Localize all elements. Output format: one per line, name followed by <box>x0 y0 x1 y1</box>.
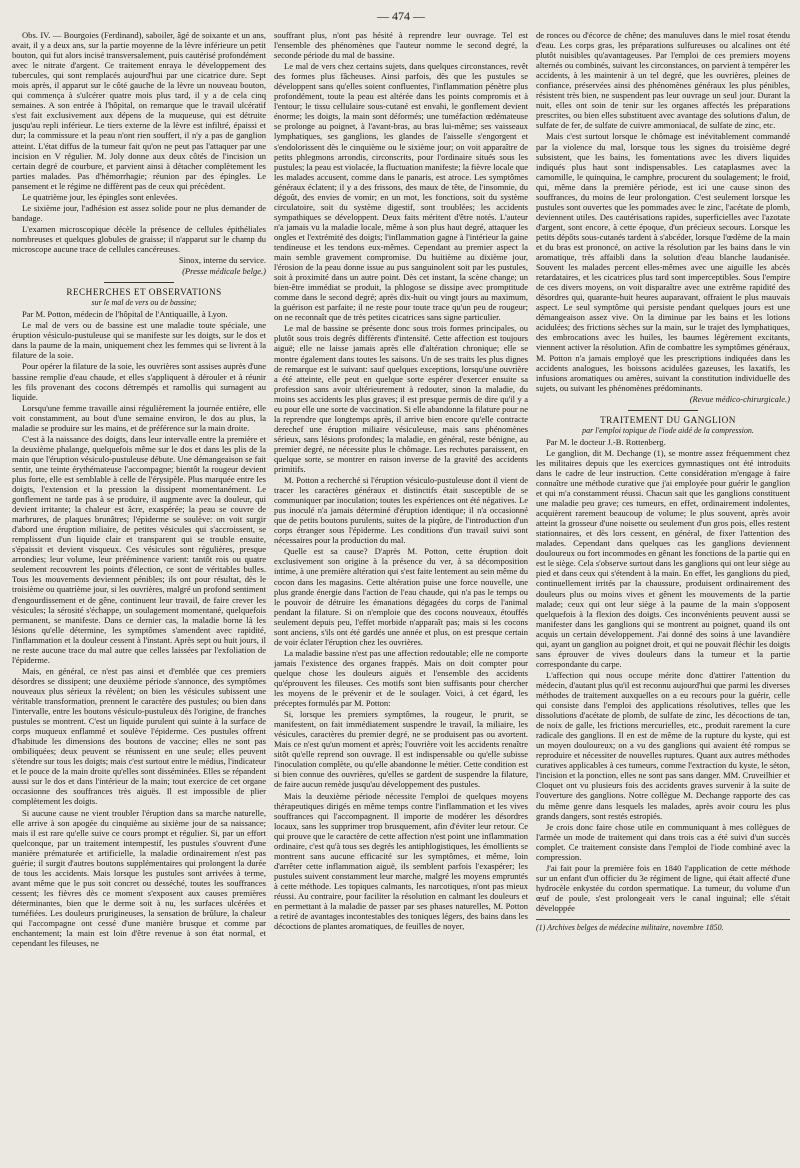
paragraph: Mais la deuxième période nécessite l'emploi de quelques moyens thérapeutiques dirigés en même temps contre l'inflammation et les vives souffrances qui l'accompagnent. Il importe de modérer les désordres locaux, sans les supprimer trop brusquement, afin d'éviter leur retour. Ce qui prouve que le caractère de cette affection n'est point une inflammation ordinaire, c'est qu'à tous ses degrés les antiphlogistiques, les émollients se montrent sans aucune efficacité sur les symptômes, et même, loin d'arrêter cette inflammation aiguë, ils semblent parfois l'exaspérer; les pustules suivent constamment leur marche, malgré les moyens empruntés à cette méthode. Les topiques calmants, les narcotiques, n'ont pas mieux réussi. Au contraire, pour faciliter la résolution en calmant les douleurs et en permettant à la maladie de passer par ses phases naturelles, M. Potton a retiré de avantages incontestables des toniques légers, des bains dans les décoctions de plantes aromatiques, de feuilles de noyer, <box>274 790 528 932</box>
paragraph: La maladie bassine n'est pas une affection redoutable; elle ne comporte jamais l'existence des organes frappés. Mais on doit compter pour quelque chose les douleurs aiguës et l'ensemble des accidents qu'éprouvent les fileuses. Ces motifs sont bien suffisants pour chercher les moyens de le prévenir et de le soulager. Voici, à cet égard, les préceptes formulés par M. Potton: <box>274 647 528 709</box>
paragraph: Lorsqu'une femme travaille ainsi régulièrement la journée entière, elle voit constamment, au bout d'une semaine environ, le dos au plus, la maladie se produire sur les mains, et de préférence sur la main droite. <box>12 402 266 433</box>
paragraph: J'ai fait pour la première fois en 1840 l'application de cette méthode sur un enfant d'un officier du 3e régiment de ligne, qui était affecté d'une hydrocèle enkystée du cordon spermatique. La tumeur, du volume d'un œuf de poule, s'est prolongeait vers le canal inguinal; elle s'était développée <box>536 862 790 913</box>
paragraph: Le sixième jour, l'adhésion est assez solide pour ne plus demander de bandage. <box>12 202 266 223</box>
paragraph: L'affection qui nous occupe mérite donc d'attirer l'attention du médecin, d'autant plus qu'il est reconnu aujourd'hui que parmi les diverses méthodes de traitement auxquelles on a eu recours pour la guérir, celle qui consiste dans l'emploi des applications résolutives, telles que les dissolutions d'acétate de plomb, de sulfate de zinc, les décoctions de tan, de noix de galle, les frictions mercurielles, etc., produit rarement la cure radicale des ganglions. Il en est de même de la rupture du kyste, qui est un moyen douloureux; on a vu des ganglions qui avaient été rompus se reproduire et nécessiter de nouvelles ruptures. Quant aux autres méthodes curatives applicables à ces tumeurs, comme l'extraction du kyste, le séton, l'incision et la ponction, elles ne sont pas sans danger. MM. Cruveilhier et Cloquet ont vu plusieurs fois des accidents graves survenir à la suite de l'ouverture des ganglions. Notre collègue M. Dechange rapporte des cas du même genre dans lesquels les malades, après avoir couru les plus grands dangers, sont restés estropiés. <box>536 669 790 821</box>
page-number: — 474 — <box>377 8 425 23</box>
section-title: RECHERCHES ET OBSERVATIONS <box>66 287 222 298</box>
byline: Par M. Potton, médecin de l'hôpital de l'Antiquaille, à Lyon. <box>22 309 228 320</box>
column-1 <box>12 30 266 1150</box>
paragraph: L'examen microscopique décèle la présence de cellules épithéliales nombreuses et quelques globules de graisse; il n'apparut sur le champ du microscope aucune trace de cellules cancéreuses. <box>12 223 266 254</box>
paragraph: C'est à la naissance des doigts, dans leur intervalle entre la première et la deuxième phalange, quelquefois même sur le dos et dans les plis de la main que l'éruption vésiculo-pustuleuse débute. Une démangeaison se fait sentir, une teinte érythémateuse l'accompagne; bientôt la rougeur devient plus forte, elle est semblable à celle de l'érysipèle. Plus marquée entre les doigts, l'extension et la pression la dissipent momentanément. Le gonflement ne tarde pas à se produire, il augmente avec la douleur, qui devient irritante; la chaleur est âcre, exaspérée; la peau se couvre de marbrures, de plaques brunâtres; l'épiderme se soulève: on voit surgir d'abord une éruption miliaire, de petites vésicules qui s'accroissent, se remplissent d'un liquide clair et transparent qui se trouble ensuite, s'épaissit et devient visqueux. Ces vésicules sont régulières, presque arrondies; leur volume, leur prééminence varient: tantôt rois ou quatre seulement recouvrent les points d'élection, ce sont de véritables bulles. Tous les mouvements deviennent pénibles; ils ont pour résultat, dès le troisième ou quatrième jour, si les ouvrières, malgré un profond sentiment d'engourdissement et de gêne, continuent leur travail, de faire crever les vésicules; la sérosité s'échappe, un soulagement momentané, quelquefois permanent, se manifeste. Dans ce dernier cas, la maladie borne là les lésions qu'elle détermine, les symptômes s'amendent avec rapidité, l'inflammation et la douleur cessent à l'instant. Après sept ou huit jours, il ne reste aucune trace du mal autre que celles laissées par l'exfoliation de l'épiderme. <box>12 433 266 665</box>
paragraph: Si, lorsque les premiers symptômes, la rougeur, le prurit, se manifestent, on fait immédiatement suspendre le travail, la miliaire, les vésicules, caractères du premier degré, ne se produisent pas ou avortent. Mais ce n'est qu'un moment et après; l'ouvrière voit les accidents renaître sitôt qu'elle reprend son ouvrage. Il est indispensable ou qu'elle subisse l'inoculation complète, ou qu'elle abandonne le métier. Cette condition est si bien connue des ouvrières, qu'elles se gardent de suspendre la filature, de faire aucun remède jusqu'au développement des pustules. <box>274 709 528 790</box>
divider <box>104 282 174 283</box>
byline: Par M. le docteur J.-B. Rottenberg. <box>546 436 666 447</box>
paragraph: Mais, en général, ce n'est pas ainsi et d'emblée que ces premiers désordres se dissipent; une deuxième période s'annonce, des symptômes nouveaux plus sérieux la révèlent; on bien les vésicules subissent une véritable transformation, prennent le caractère des pustules; ou bien dans l'intervalle, entre les boutons vésiculo-pustuleux dès l'origine, de franches pustules se montrent. C'est un liquide purulent qui suinte à la surface de corps muqueux enflammé et soulève l'épiderme. Ces pustules offrent d'habitude les dimensions des boutons de vaccine; elles ne sont pas ombiliquées; deux peuvent se réunissent en une seule; elles peuvent s'étendre sur tous les doigts; mais c'est surtout entre le médius, l'indicateur et le pouce de la main droite qu'elles sont disséminées. Elles se répandent aussi sur le dos et dans l'intérieur de la main; tout exercice de cet organe occasionne des souffrances très aiguës. Il est impossible de plier complètement les doigts. <box>12 665 266 807</box>
paragraph: Le mal de bassine se présente donc sous trois formes principales, ou plutôt sous trois degrés différents d'intensité. Cette affection est toujours aiguë; elle ne laisse jamais après elle d'altération chronique; elle se montre également dans toutes les saisons. Un de ses traits les plus dignes de remarque est le suivant: sauf quelques exceptions, lorsqu'une ouvrière a été atteinte, elle peut en quelque sorte espérer d'exercer ensuite sa profession sans avoir ultérieurement à redouter, sinon la maladie, du moins ses accidents les plus graves; il est presque permis de dire qu'il y a eu pour elle une sorte de vaccination. Si elle abandonne la filature pour ne la reprendre que longtemps après, il arrive bien encore qu'elle contracte derechef une éruption miliaire vésiculeuse, mais sans phénomènes sérieux, sans lésions profondes; la maladie, en général, reste bénigne, au premier degré, ne nécessite plus le chômage. Les rechutes paraissent, en quelque sorte, se montrer en raison inverse de la gravité des accidents primitifs. <box>274 323 528 475</box>
footnote: (1) Archives belges de médecine militaire, novembre 1850. <box>536 919 790 933</box>
source-citation: (Presse médicale belge.) <box>182 266 266 277</box>
paragraph: Le mal de vers ou de bassine est une maladie toute spéciale, une éruption vésiculo-pustuleuse qui se manifeste sur les doigts, sur le dos et dans la paume de la main, uniquement chez les femmes qui se livrent à la filature de la soie. <box>12 320 266 361</box>
paragraph: M. Potton a recherché si l'éruption vésiculo-pustuleuse dont il vient de tracer les caractères généraux et distinctifs était susceptible de se communiquer par inoculation; toutes les expériences ont été négatives. Le pus inoculé n'a jamais déterminé d'éruption identique; il n'a occasionné que de petits boutons purulents, suites de la piqûre, de l'introduction d'un corps étranger sous l'épiderme. Les conditions d'un travail suivi sont nécessaires pour la production du mal. <box>274 475 528 546</box>
paragraph: Le mal de vers chez certains sujets, dans quelques circonstances, revêt des formes plus fâcheuses. Ainsi parfois, dès que les pustules se développent sans qu'elles soient confluentes, l'inflammation pénètre plus profondément, toute la peau est altérée dans les points compromis et à l'entour; le tissu cellulaire sous-cutané est envahi, le gonflement devient énorme; les doigts, la main sont déformés; une tuméfaction œdémateuse se prolonge au poignet, à l'avant-bras, au bras lui-même; ses vaisseaux lymphatiques, ses ganglions, les glandes de l'aisselle s'engorgent et s'endolorissent dès le cinquième ou le sixième jour; on voit apparaître de petits phlegmons arrondis, circonscrits, pour l'ordinaire situés sous les pustules; la peau est violacée, la fluctuation manifeste; la fièvre locale que les malades accusent, comme dans le panaris, est atroce. Les symptômes généraux éclatent; il y a des frissons, des maux de tête, de l'insomnie, du dégoût, des envies de vomir; en un mot, les fonctions, soit du système circulatoire, soit du système digestif, sont troublées; les accidents sympathiques se développent. Deux faits méritent d'être notés. L'auteur n'a jamais vu la maladie locale, même à son plus haut degré, attaquer les ongles et l'extrémité des doigts; l'inflammation gagne à l'intérieur la gaine tendineuse et les tendons eux-mêmes. Cependant au premier aspect la main semble gravement compromise. Du huitième au dixième jour, l'érosion de la peau donne issue au pus sanguinolent soit par les pustules, soit à proximité dans un autre point. Dès cet instant, la scène change; un bien-être immédiat se produit, la phlogose se dissipe avec promptitude comme dans le second degré; après dix-huit ou vingt jours au maximum, la guérison est parfaite; il ne reste pour toute trace qu'un peu de rougeur; on ne reconnaît que de très petites cicatrices sans signe particulier. <box>274 61 528 323</box>
paragraph: souffrant plus, n'ont pas hésité à reprendre leur ouvrage. Tel est l'ensemble des phénomènes que l'auteur nomme le second degré, la seconde période du mal de bassine. <box>274 30 528 61</box>
section-title: TRAITEMENT DU GANGLION <box>600 414 736 425</box>
source-citation: (Revue médico-chirurgicale.) <box>689 393 790 404</box>
divider <box>628 410 698 411</box>
signature: Sinox, interne du service. <box>178 255 266 266</box>
section-subtitle: sur le mal de vers ou de bassine; <box>91 298 197 308</box>
columns <box>12 30 790 1150</box>
paragraph: Mais c'est surtout lorsque le chômage est inévitablement commandé par la violence du mal, lorsque tous les signes du troisième degré subsistent, que les bains, les fomentations avec les divers liquides indiqués plus haut sont indispensables. Les cataplasmes avec la camomille, le quinquina, le camphre, procurent du soulagement; le froid, qui, même dans la première période, est ici une cause sinon des souffrances, du moins de leur prolongation. C'est seulement lorsque les pustules sont ouvertes que les pommades avec le zinc, l'acétate de plomb, deviennent utiles. Des cautérisations rapides, superficielles avec l'azotate d'argent, sont encore, à cette époque, d'un précieux secours. Lorsque les petits dépôts sous-cutanés tardent à s'abcéder, lorsque l'œdème de la main et du bras est prononcé, on active la résolution par les bains dans le vin aromatique, très affaibli dans la solution d'eau blanche laudanisée. Souvent les malades percent elles-mêmes avec une aiguille les abcès retardataires, et les cicatrices plus tard sont imperceptibles. Sous l'empire de ces divers moyens, on voit disparaître avec une extrême rapidité des désordres qui, quarante-huit heures auparavant, offraient le plus mauvais aspect. Le seul symptôme qui persiste pendant quelques jours est une démangeaison assez vive. On la diminue par les bains et les lotions acidulées; des frictions sèches sur la main, sur le trajet des lymphatiques, des embrocations avec les huiles, les baumes légèrement excitants, viennent activer la résolution. Afin de combattre les symptômes généraux, M. Potton n'a jamais employé que les prescriptions indiquées dans les accidents analogues, les boissons acidulées gazeuses, les laxatifs, les infusions aromatiques ou amères, suivant la constitution individuelle des sujets, ou suivant les phénomènes prédominants. <box>536 131 790 393</box>
observation-paragraph: Obs. IV. — Bourgoies (Ferdinand), saboiler, âgé de soixante et un ans, avait, il y a deux ans, sur la partie moyenne de la lèvre inférieure un petit bouton, qui fut alors incisé transversalement, puis cautérisé profondément avec le nitrate d'argent. Ce traitement enraya le développement des tubercules, qui sont remplacés aujourd'hui par une cicatrice dure. Sept mois après, il apparut sur le côté gauche de la lèvre un nouveau bouton, qui commença à s'ulcérer quatre mois plus tard, il y a de cela cinq semaines. A son entrée à l'hôpital, on remarque que le travail ulcératif s'est fait exclusivement aux dépens de la muqueuse, qui est détruite jusqu'au repli inférieur. Le tiers externe de la lèvre est infiltré, épaissi et dur; la commissure et la peau n'ont rien souffert, il n'y a pas de ganglion atteint. L'état diffus de la tumeur fait qu'on ne peut pas l'attaquer par une incision en V régulier. M. Joly donne aux deux côtés de l'incision un certain degré de courbure, et parvient ainsi à détacher complètement les parties malades. Pas d'hémorrhagie; réunion par des épingles. Le pansement et le régime ne diffèrent pas de ceux qui précèdent. <box>12 30 266 191</box>
column-2 <box>274 30 528 1150</box>
paragraph: Je crois donc faire chose utile en communiquant à mes collègues de l'armée un mode de traitement qui dans trois cas a été suivi d'un succès complet. Ce traitement consiste dans l'emploi de l'iode combiné avec la compression. <box>536 821 790 862</box>
paragraph: Le ganglion, dit M. Dechange (1), se montre assez fréquemment chez les militaires depuis que les exercices gymnastiques ont été introduits dans le cadre de leur instruction. Cette considération m'engage à faire connaître une méthode curative que j'ai employée pour guérir le ganglion et qui m'a constamment réussi. Chacun sait que les ganglions constituent une maladie peu grave; ces tumeurs, en effet, ordinairement indolentes, acquièrent rarement beaucoup de volume; le plus souvent, après avoir atteint la grosseur d'une noisette ou seulement d'un gros pois, elles restent stationnaires, et dès lors cessent, en général, de fixer l'attention des malades. Cependant dans quelques cas les ganglions deviennent douloureux ou fort incommodes en gênant les fonctions de la partie qui en est le siège. Cela s'observe surtout dans les ganglions qui ont leur siège au pied et dans ceux qui s'étendent à la main. En effet, les ganglions du pied, continuellement irrités par la chaussure, produisent ordinairement des douleurs plus ou moins vives et gênent les mouvements de la partie malade; ceux qui ont leur siège à la paume de la main s'opposent quelquefois à la flexion des doigts. Ces inconvénients peuvent aussi se manifester dans les ganglions qui se montrent au poignet, quand ils ont acquis un certain développement. J'ai donné des soins à une lavandière qui, ayant un ganglion au poignet droit, et qui ne pouvait fléchir les doigts sans éprouver de vives douleurs dans la tumeur et la partie correspondante du carpe. <box>536 447 790 669</box>
paragraph: Le quatrième jour, les épingles sont enlevées. <box>22 191 178 202</box>
paragraph: Quelle est sa cause? D'après M. Potton, cette éruption doit exclusivement son origine à la présence du ver, à sa décomposition intime, à une première altération qui s'est faite lentement au sein même du cocon dans les magasins. Cette altération puise une force nouvelle, une plus grande énergie dans l'action de l'eau chaude, qui n'a pas le temps ou le pouvoir de détruire les émanations dégagées du corps de l'animal pendant la filature. Si on n'emploie que des cocons nouveaux, étouffés seulement depuis peu, l'effet morbide n'apparaît pas; mais si les cocons sont anciens, s'ils ont été gardés une année et plus, on est presque certain de voir éclater l'éruption chez les ouvrières. <box>274 546 528 647</box>
paragraph: Pour opérer la filature de la soie, les ouvrières sont assises auprès d'une bassine remplie d'eau chaude, et elles s'appliquent à dérouler et à réunir les fils provenant des cocons détrempés et ramollis qui surnagent au liquide. <box>12 361 266 402</box>
page-header <box>12 6 790 26</box>
paragraph: Si aucune cause ne vient troubler l'éruption dans sa marche naturelle, elle arrive à son apogée du cinquième au sixième jour de sa naissance; mais il est rare qu'elle suive ce cours prompt et régulier. Si, par un effort quelconque, par un traitement intempestif, les pustules s'ouvrent d'une manière prématurée et artificielle, la maladie ordinairement n'est pas guérie; il surgit d'autres boutons supplémentaires qui prolongent la durée de tous les accidents. Mais lorsque les pustules sont arrivées à terme, avant même que le pus soit concret ou desséché, toutes les souffrances cessent; les fièvres dès ce moment s'exposent aux causes premières déterminantes, bien que le derme soit à nu, les surfaces ulcérées et tuméfiées. Les douleurs prurigineuses, la sensation de brûlure, la chaleur qui l'accompagne ont cessé d'une manière brusque et comme par enchantement; la main est loin d'être revenue à son état normal, et cependant les fileuses, ne <box>12 807 266 949</box>
section-subtitle: par l'emploi topique de l'iode aidé de la compression. <box>582 425 754 435</box>
paragraph: de ronces ou d'écorce de chêne; des manuluves dans le miel rosat étendu d'eau. Les corps gras, les préparations sulfureuses ou alcalines ont été plutôt nuisibles qu'avantageuses. Par l'emploi de ces premiers moyens alternés ou combinés, suivant les circonstances, on parvient à tempérer les accidents, à les maintenir à un tel degré, que les ouvrières, pleines de confiance, préservées ainsi des phénomènes généraux les plus pénibles, résistent très bien, ne suspendent pas leur ouvrage un seul jour. Durant la nuit, elles ont soin de tenir sur les organes affectés les préparations prescrites, ou bien elles substituent avec avantage des solutions d'alun, de sulfate de fer, de sulfate de cuivre ammoniacal, de sulfate de zinc, etc. <box>536 30 790 131</box>
column-3 <box>536 30 790 1150</box>
